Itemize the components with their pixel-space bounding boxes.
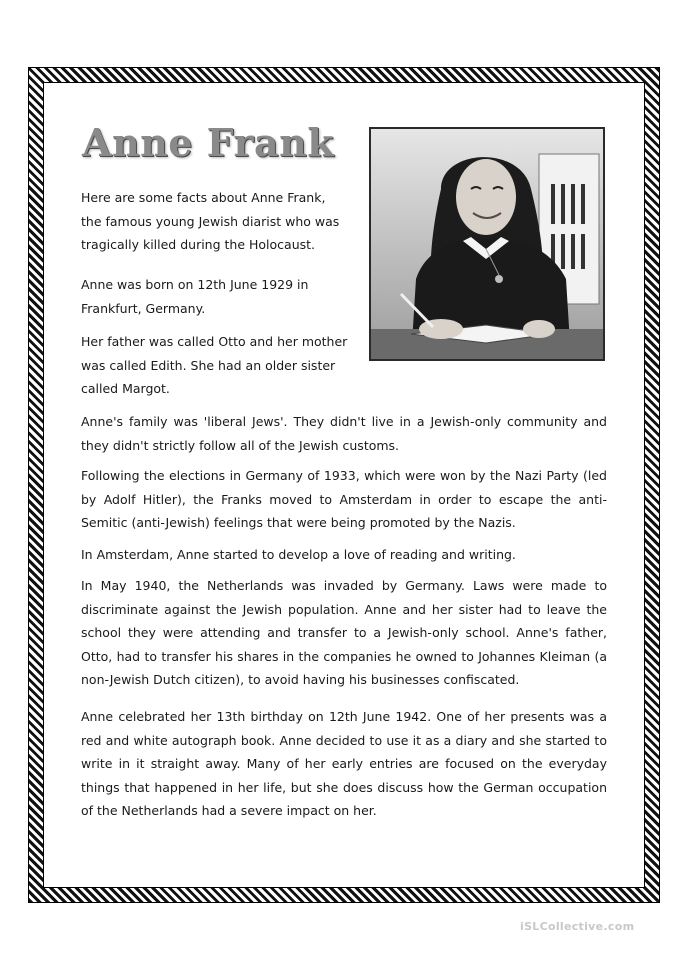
intro-paragraph: Here are some facts about Anne Frank, the famous young Jewish diarist who was tragically killed during the Holocaust. — [81, 190, 340, 252]
diary-paragraph: Anne celebrated her 13th birthday on 12th June 1942. One of her presents was a red and white autograph book. Anne decided to use it as a diary and she started to write in it straight away. Many of her early entries are focused on the everyday things that happened in her life, but she does discuss how the German occupation of the Netherlands had a severe impact on her. — [81, 709, 607, 818]
amsterdam-paragraph: In Amsterdam, Anne started to develop a love of reading and writing. — [81, 547, 516, 562]
watermark: iSLCollective.com — [520, 920, 635, 933]
elections-paragraph: Following the elections in Germany of 1933, which were won by the Nazi Party (led by Adolf Hitler), the Franks moved to Amsterdam in order to escape the anti-Semitic (anti-Jewish) feelings that were being promoted by the Nazis. — [81, 468, 607, 530]
parents-paragraph: Her father was called Otto and her mother was called Edith. She had an older sister called Margot. — [81, 334, 348, 396]
family-paragraph: Anne's family was 'liberal Jews'. They didn't live in a Jewish-only community and they didn't strictly follow all of the Jewish customs. — [81, 414, 607, 453]
birth-paragraph: Anne was born on 12th June 1929 in Frankfurt, Germany. — [81, 277, 309, 316]
invasion-paragraph: In May 1940, the Netherlands was invaded by Germany. Laws were made to discriminate against the Jewish population. Anne and her sister had to leave the school they were attending and transfer to a Jewish-only school. Anne's father, Otto, had to transfer his shares in the companies he owned to Johannes Kleiman (a non-Jewish Dutch citizen), to avoid having his businesses confiscated. — [81, 578, 607, 687]
photo-illustration — [371, 129, 603, 359]
anne-frank-photo — [369, 127, 605, 361]
page-title: Anne Frank — [82, 120, 335, 165]
